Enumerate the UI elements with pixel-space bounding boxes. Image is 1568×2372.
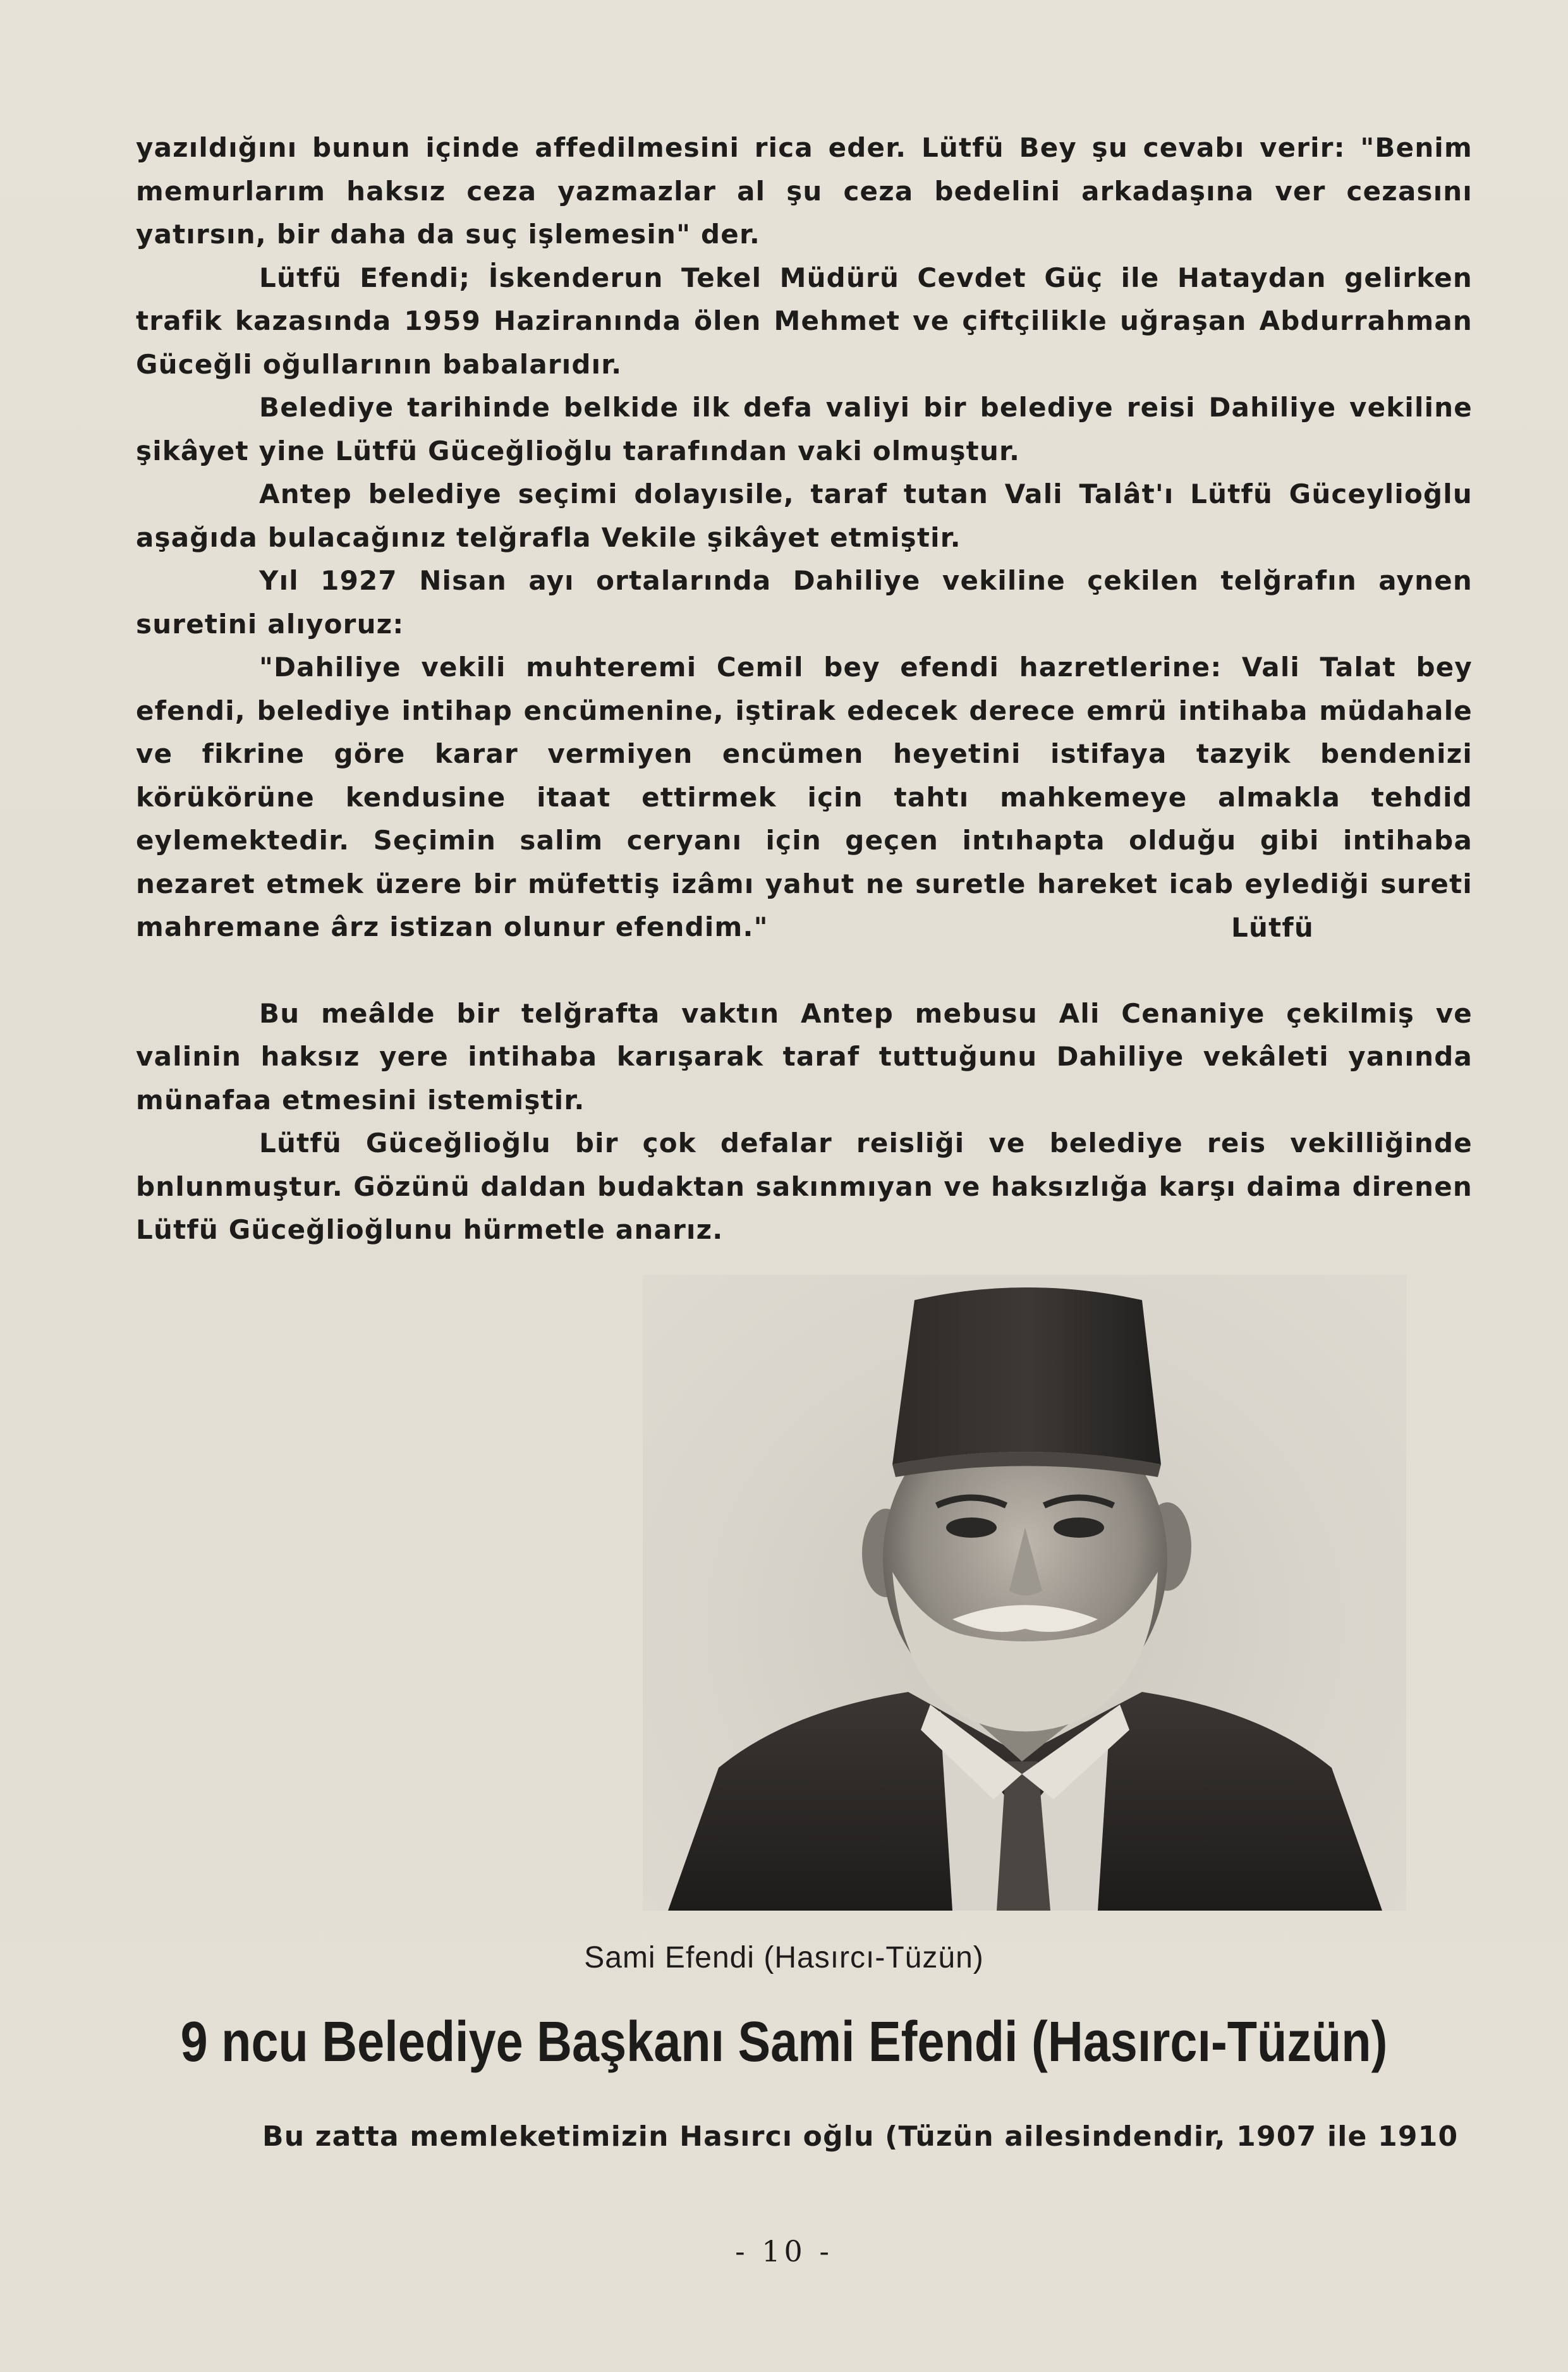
telegram-signature: Lütfü: [1231, 912, 1314, 943]
section-intro-text: Bu zatta memleketimizin Hasırcı oğlu (Tüzün ailesindendir, 1907 ile 1910: [262, 2120, 1459, 2153]
photo-caption: Sami Efendi (Hasırcı-Tüzün): [584, 1941, 984, 1974]
section-heading: 9 ncu Belediye Başkanı Sami Efendi (Hasırcı-Tüzün): [180, 2010, 1388, 2074]
paragraph-8: Lütfü Güceğlioğlu bir çok defalar reisliği ve belediye reis vekilliğinde bnlunmuştur. Gözünü daldan budaktan sakınmıyan ve haksızlığa karşı daima direnen Lütfü Güceğlioğlunu hürmetle anarız.: [136, 1128, 1473, 1245]
telegram-quote: "Dahiliye vekili muhteremi Cemil bey efendi hazretlerine: Vali Talat bey efendi, belediye intihap encümenine, iştirak edecek derece emrü intihaba müdahale ve fikrine göre karar vermiyen encümen heyetini istifaya tazyik bendenizi körükörüne kendusine itaat ettirmek için tahtı mahkemeye almakla tehdid eylemektedir. Seçimin salim ceryanı için geçen intıhapta olduğu gibi intihaba nezaret etmek üzere bir müfettiş izâmı yahut ne suretle hareket icab eylediği sureti mahremane ârz istizan olunur efendim.": [136, 652, 1473, 942]
page-number: - 10 -: [735, 2234, 833, 2268]
paragraph-4: Antep belediye seçimi dolayısile, taraf tutan Vali Talât'ı Lütfü Güceylioğlu aşağıda bulacağınız telğrafla Vekile şikâyet etmiştir.: [136, 478, 1473, 553]
paragraph-7: Bu meâlde bir telğrafta vaktın Antep mebusu Ali Cenaniye çekilmiş ve valinin haksız yere intihaba karışarak taraf tuttuğunu Dahiliye vekâleti yanında münafaa etmesini istemiştir.: [136, 997, 1473, 1116]
portrait-icon: [643, 1275, 1406, 1911]
paragraph-5: Yıl 1927 Nisan ayı ortalarında Dahiliye vekiline çekilen telğrafın aynen suretini alıyoruz:: [136, 565, 1473, 640]
paragraph-1: yazıldığını bunun içinde affedilmesini rica eder. Lütfü Bey şu cevabı verir: "Benim memurlarım haksız ceza yazmazlar al şu ceza bedelini arkadaşına ver cezasını yatırsın, bir daha da suç işlemesin" der.: [136, 132, 1473, 250]
body-text: [136, 126, 1473, 1252]
paragraph-3: Belediye tarihinde belkide ilk defa valiyi bir belediye reisi Dahiliye vekiline şikâyet yine Lütfü Güceğlioğlu tarafından vaki olmuştur.: [136, 392, 1473, 466]
paragraph-2: Lütfü Efendi; İskenderun Tekel Müdürü Cevdet Güç ile Hataydan gelirken trafik kazasında 1959 Haziranında ölen Mehmet ve çiftçilikle uğraşan Abdurrahman Güceğli oğullarının babalarıdır.: [136, 262, 1473, 380]
portrait-photo: [643, 1275, 1406, 1911]
